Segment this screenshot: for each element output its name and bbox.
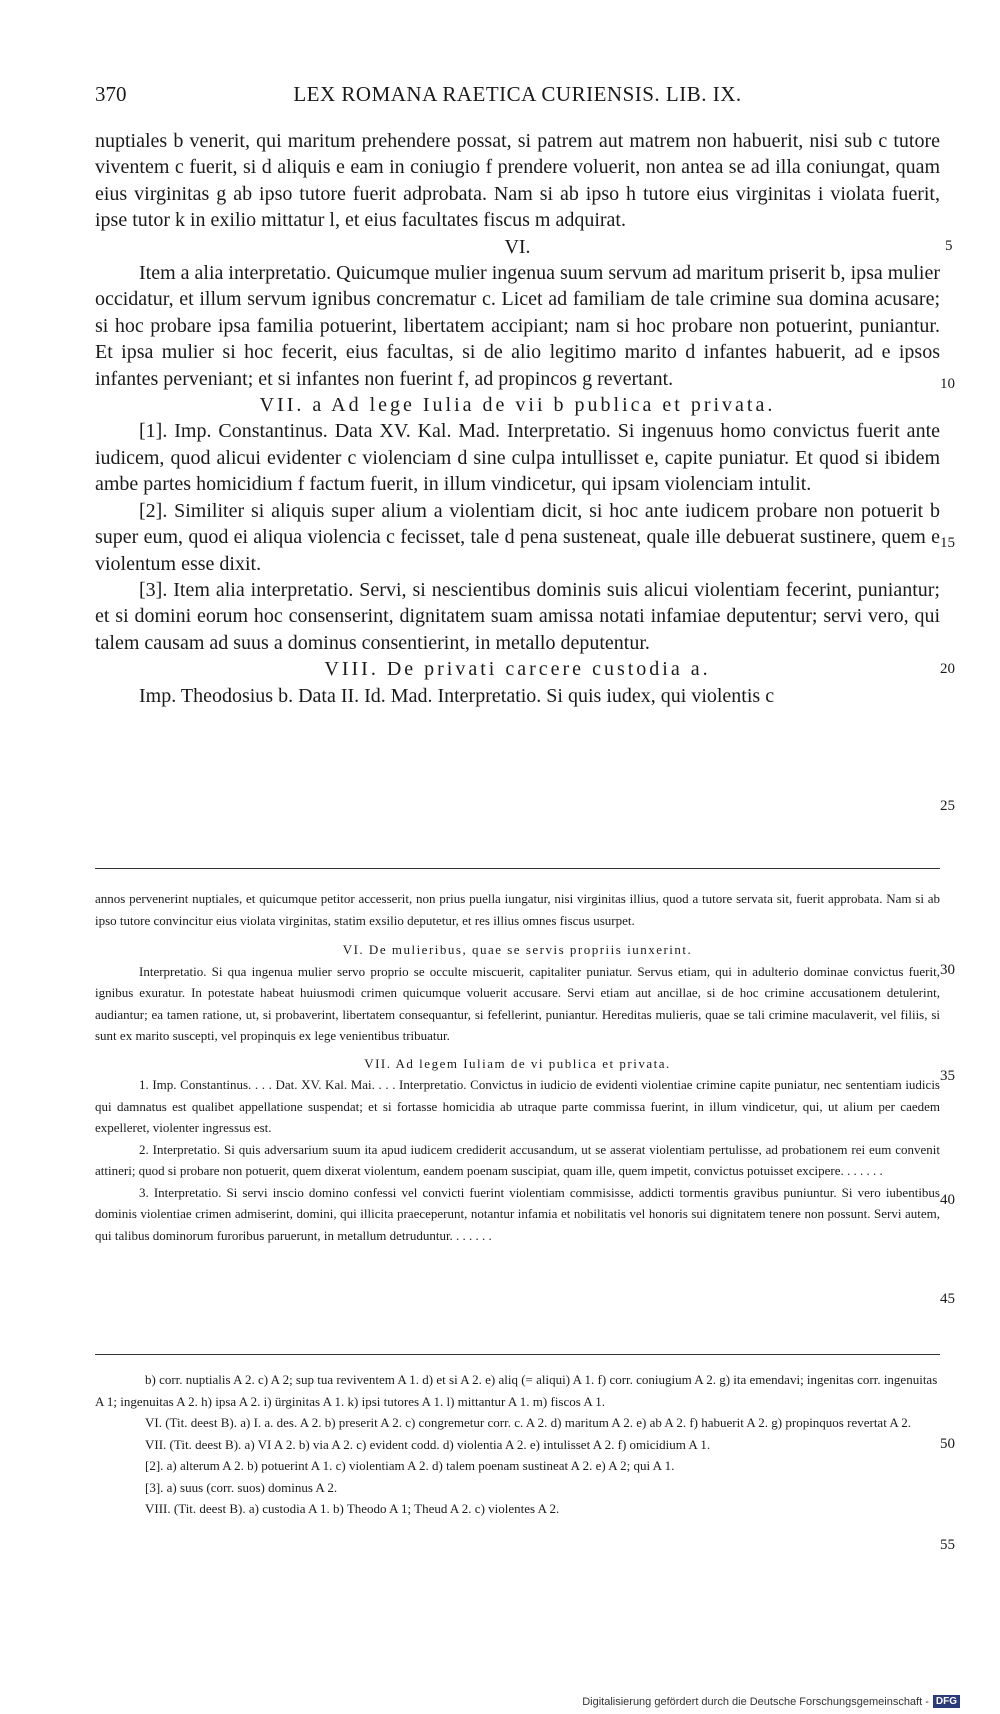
page-header xyxy=(95,82,940,112)
note-paragraph: annos pervenerint nuptiales, et quicumque petitor accesserit, non prius puella iungatur, nisi virginitas illius, quod a tutore servata sit, fuerit approbata. Nam si ab ipso tutore convincitur eius violata virginitas, statim exsilio deputetur, et res illius omnes fiscus usurpet. xyxy=(95,891,940,928)
note-heading: VII. Ad legem Iuliam de vi publica et privata. xyxy=(364,1055,671,1071)
line-number: 35 xyxy=(940,1068,955,1084)
note-paragraph: 2. Interpretatio. Si quis adversarium suum ita apud iudicem crediderit accusandum, ut se asserat violentiam pertulisse, ad probationem rei eum convenit attineri; quod si probare non potuerit, quem dixerat violentum, eandem poenam suscipiat, quam ille, quem impetit, convictus potuisset excipere. . . . . . . xyxy=(95,1141,940,1178)
dfg-logo: DFG xyxy=(933,1695,960,1708)
line-number: 30 xyxy=(940,962,955,978)
line-number: 15 xyxy=(940,535,955,551)
credit-text: Digitalisierung gefördert durch die Deutsche Forschungsgemeinschaft - xyxy=(582,1695,929,1708)
line-number: 55 xyxy=(940,1537,955,1553)
separator-rule xyxy=(95,1354,940,1355)
apparatus-entry: VIII. (Tit. deest B). a) custodia A 1. b) Theodo A 1; Theud A 2. c) violentes A 2. xyxy=(145,1501,560,1516)
line-number: 5 xyxy=(945,238,953,254)
apparatus-entry: [2]. a) alterum A 2. b) potuerint A 1. c) violentiam A 2. d) talem poenam sustineat A 2. e) A 2; qui A 1. xyxy=(145,1458,675,1473)
main-paragraph: [2]. Similiter si aliquis super alium a violentiam dicit, si hoc ante iudicem probare non potuerit b super eum, quod ei aliqua violencia c fecisset, tale d pena susteneat, quale ille debuerat sustinere, quem e violentum esse dixit. xyxy=(95,499,940,575)
section-heading: VII. a Ad lege Iulia de vii b publica et privata. xyxy=(259,394,776,417)
apparatus-entry: [3]. a) suus (corr. suos) dominus A 2. xyxy=(145,1479,338,1495)
apparatus-entry: VI. (Tit. deest B). a) I. a. des. A 2. b) preserit A 2. c) congremetur corr. c. A 2. d) maritum A 2. e) ab A 2. f) habuerit A 2. g) propinquos revertat A 2. xyxy=(145,1415,912,1430)
note-paragraph: Interpretatio. Si qua ingenua mulier servo proprio se occulte miscuerit, capitaliter puniatur. Servus etiam, qui in adulterio dominae convictus fuerit, ignibus exuratur. In potestate habeat huiusmodi crimen quicumque voluerit accusare. Servi etiam aut ancillae, si de hoc crimine accusationem detulerint, audiantur; ea tamen ratione, ut, si probaverint, libertatem consequantur, si fefellerint, puniantur. Hereditas mulieris, quae se tali crimine maculaverit, vel filiis, si sunt ex marito suscepti, vel propinquis ex lege venientibus tribuatur. xyxy=(95,963,940,1043)
section-heading: VI. xyxy=(504,235,531,258)
separator-rule xyxy=(95,868,940,869)
apparatus-entry: b) corr. nuptialis A 2. c) A 2; sup tua reviventem A 1. d) et si A 2. e) aliq (= aliqui) A 1. f) corr. coniugium A 2. g) ita emendavi; ingenitas corr. ingenuitas A 1; ingenuitas A 2. h) ipsa A 2. i) ürginitas A 1. k) ipsi tutores A 1. l) mittantur A 1. m) fiscos A 1. xyxy=(95,1372,938,1409)
page-number: 370 xyxy=(95,82,127,106)
critical-apparatus xyxy=(95,1369,940,1520)
line-number: 10 xyxy=(940,376,955,392)
main-paragraph: Item a alia interpretatio. Quicumque mulier ingenua suum servum ad maritum priserit b, ipsa mulier occidatur, et illum servum ignibus concrematur c. Licet ad familiam de tale crimine sua domina acusare; si hoc probare ipsa familia potuerint, libertatem accipiant; nam si hoc probare non potuerint, puniantur. Et ipsa mulier si hoc fecerit, eius facultas, si de alio legitimo marito d infantes habuerit, ad e ipsos infantes perveniant; et si infantes non fuerint f, ad propincos g revertant. xyxy=(95,262,940,390)
apparatus-entry: VII. (Tit. deest B). a) VI A 2. b) via A 2. c) evident codd. d) violentia A 2. e) intulisset A 2. f) omicidium A 1. xyxy=(145,1436,711,1452)
parallel-text xyxy=(95,888,940,1246)
note-paragraph: 1. Imp. Constantinus. . . . Dat. XV. Kal. Mai. . . . Interpretatio. Convictus in iudicio de evidenti violentiae crimine capite puniatur, nec sententiam iudicis qui damnatus est qualibet appellatione suspendat; et si fortasse homicidia ab utraque parte commissa fuerint, in illum vindicetur, qui, ut alium per caedem expelleret, violenter ingressus est. xyxy=(95,1077,940,1135)
note-heading: VI. De mulieribus, quae se servis propriis iunxerint. xyxy=(342,942,693,957)
main-text xyxy=(95,128,940,709)
line-number: 40 xyxy=(940,1192,955,1208)
line-number: 20 xyxy=(940,661,955,677)
note-paragraph: 3. Interpretatio. Si servi inscio domino confessi vel convicti fuerint violentiam commisisse, addicti tormentis gravibus puniuntur. Si vero iubentibus dominis violentiae crimen admiserint, domini, qui illicita praeceperunt, notantur infamia et nobilitatis vel honoris sui dignitatem tenere non possunt. Servi autem, qui talibus dominorum furoribus paruerunt, in metallum detruduntur. . . . . . . xyxy=(95,1184,940,1243)
digitization-credit xyxy=(582,1695,960,1708)
main-paragraph: [3]. Item alia interpretatio. Servi, si nescientibus dominis suis alicui violentiam fecerint, puniantur; et si domini eorum hoc consenserint, dignitatem suam amissa notati infamiae deputentur; servi vero, qui talem causam ad suus a dominus consentierint, in metallo deputentur. xyxy=(95,578,940,654)
main-paragraph: nuptiales b venerit, qui maritum prehendere possat, si patrem aut matrem non habuerit, nisi sub c tutore viventem c fuerit, si d aliquis e eam in coniugio f prendere voluerit, non antea se ad illa coniungat, quam eius virginitas g ab ipso tutore fuerit adprobata. Nam si ab ipso h tutore eius virginitas i violata fuerit, ipse tutor k in exilio mittatur l, et eius facultates fiscus m adquirat. xyxy=(95,130,940,232)
section-heading: VIII. De privati carcere custodia a. xyxy=(324,658,711,681)
main-paragraph: [1]. Imp. Constantinus. Data XV. Kal. Mad. Interpretatio. Si ingenuus homo convictus fuerit ante iudicem, quod alicui evidenter c violenciam d sine culpa intullisset e, capite puniatur. Et quod si ibidem ambe partes homicidium f factum fuerit, in illum vindicetur, qui ipsam violenciam intulit. xyxy=(95,420,940,496)
line-number: 25 xyxy=(940,798,955,814)
running-title: LEX ROMANA RAETICA CURIENSIS. LIB. IX. xyxy=(293,82,742,106)
main-paragraph: Imp. Theodosius b. Data II. Id. Mad. Interpretatio. Si quis iudex, qui violentis c xyxy=(139,684,775,707)
line-number: 45 xyxy=(940,1291,955,1307)
line-number: 50 xyxy=(940,1436,955,1452)
